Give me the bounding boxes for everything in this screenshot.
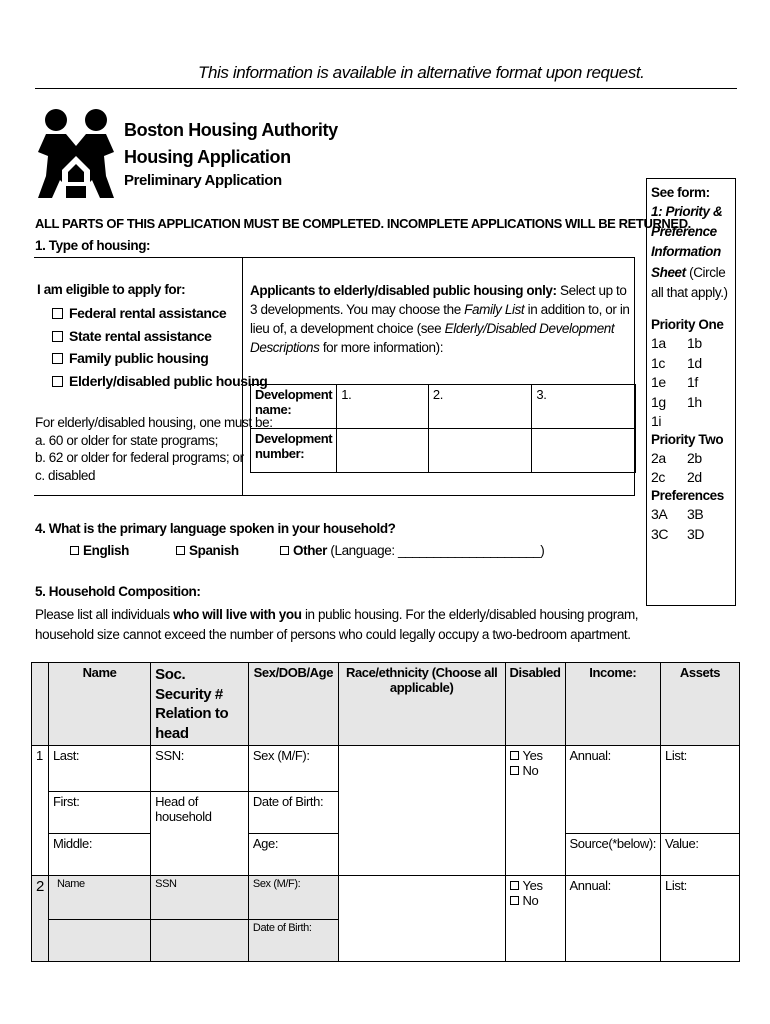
language-option-other[interactable]: Other (Language: ____________________) — [280, 543, 544, 560]
development-1-name[interactable]: 1. — [337, 385, 429, 429]
section4-title: 4. What is the primary language spoken in your household? — [35, 521, 396, 536]
priority-code[interactable]: 1f — [687, 374, 698, 391]
org-name: Boston Housing Authority — [124, 120, 338, 140]
housing-option-label: State rental assistance — [69, 327, 212, 344]
header-rule — [35, 88, 737, 89]
priority-code[interactable]: 1a — [651, 335, 666, 351]
household-composition-table — [31, 662, 740, 962]
housing-option-checkbox[interactable] — [52, 353, 63, 364]
priority-code-row — [651, 354, 731, 374]
elderly-applicants-instructions: Applicants to elderly/disabled public housing only: Select up to 3 developments. You may choose the Family List in addition to, or in lieu of, a development choice (see Elderly/Disabled Development Descriptions for more information): — [250, 283, 630, 355]
housing-option[interactable] — [52, 347, 267, 370]
development-3-name[interactable]: 3. — [532, 385, 636, 429]
development-name-label: Development name: — [251, 385, 337, 429]
alternative-format-note: This information is available in alternative format upon request. — [198, 63, 645, 82]
row2-ssn-field[interactable]: SSN — [151, 876, 249, 920]
priority-code[interactable]: 1i — [651, 413, 662, 430]
disabled-header: Disabled — [505, 663, 565, 746]
first-name-field[interactable]: First: — [48, 792, 150, 834]
row2-disabled-yes-checkbox[interactable] — [510, 881, 519, 890]
priority-code[interactable]: 3A — [651, 505, 668, 522]
priority-one-list — [651, 334, 731, 432]
priority-two-label: Priority Two — [651, 431, 724, 447]
priority-code[interactable]: 1e — [651, 374, 666, 391]
priority-code[interactable]: 1c — [651, 354, 665, 371]
priority-code[interactable]: 2b — [687, 449, 702, 466]
priority-code[interactable]: 3D — [687, 525, 705, 542]
priority-code-row — [651, 525, 731, 545]
priority-code-row — [651, 393, 731, 413]
form-title: Housing Application — [124, 147, 291, 167]
priority-code[interactable]: 2a — [651, 449, 666, 466]
row-number: 1 — [32, 746, 49, 876]
row-number: 2 — [32, 876, 49, 962]
disabled-yes-checkbox[interactable] — [510, 751, 519, 760]
form-subtitle: Preliminary Application — [124, 172, 282, 189]
row-number-header — [32, 663, 49, 746]
spanish-checkbox[interactable] — [176, 546, 185, 555]
preferences-list — [651, 505, 731, 544]
section5-instructions: Please list all individuals who will live with you in public housing. For the elderly/disabled housing program, household size cannot exceed the number of persons who could legally occupy a two-bedroom apartment. — [35, 607, 639, 642]
row2-disabled-no-checkbox[interactable] — [510, 896, 519, 905]
english-checkbox[interactable] — [70, 546, 79, 555]
row2-disabled-field[interactable]: Yes No — [505, 876, 565, 962]
priority-sheet-reference: 1: Priority & Preference Information Sheet (Circle all that apply.) — [651, 203, 728, 300]
see-form-label: See form: — [651, 185, 710, 200]
row2-ssn-extra[interactable] — [151, 920, 249, 962]
priority-code[interactable]: 2c — [651, 469, 665, 486]
section5-title: 5. Household Composition: — [35, 584, 201, 599]
eligible-label: I am eligible to apply for: — [37, 282, 186, 297]
row2-name-field[interactable]: Name — [48, 876, 150, 920]
housing-option[interactable] — [52, 302, 267, 325]
row2-dob-field[interactable]: Date of Birth: — [248, 920, 338, 962]
priority-code[interactable]: 1b — [687, 335, 702, 351]
elderly-note-line: For elderly/disabled housing, one must be: — [35, 415, 273, 430]
housing-option-label: Federal rental assistance — [69, 305, 227, 321]
dob-field[interactable]: Date of Birth: — [248, 792, 338, 834]
sex-field[interactable]: Sex (M/F): — [248, 746, 338, 792]
elderly-note-line: b. 62 or older for federal programs; or — [35, 450, 244, 466]
row2-name-extra[interactable] — [48, 920, 150, 962]
bha-logo — [36, 106, 116, 202]
ssn-relation-header: Soc. Security # Relation to head — [151, 663, 249, 746]
development-3-number[interactable] — [532, 429, 636, 473]
development-number-label: Development number: — [251, 429, 337, 473]
development-2-number[interactable] — [428, 429, 532, 473]
elderly-eligibility-note — [35, 414, 273, 484]
priority-code[interactable]: 1h — [687, 393, 702, 410]
other-checkbox[interactable] — [280, 546, 289, 555]
housing-option-checkbox[interactable] — [52, 308, 63, 319]
priority-code-row — [651, 334, 731, 354]
assets-value-field[interactable]: Value: — [661, 834, 740, 876]
age-field[interactable]: Age: — [248, 834, 338, 876]
assets-list-field[interactable]: List: — [661, 746, 740, 834]
row2-assets-list-field[interactable]: List: — [661, 876, 740, 962]
name-header: Name — [48, 663, 150, 746]
housing-options — [52, 302, 267, 392]
row2-annual-income-field[interactable]: Annual: — [565, 876, 661, 962]
priority-code[interactable]: 3B — [687, 505, 704, 522]
income-header: Income: — [565, 663, 661, 746]
preferences-label: Preferences — [651, 488, 724, 504]
assets-header: Assets — [661, 663, 740, 746]
priority-code-row — [651, 449, 731, 469]
completion-warning: ALL PARTS OF THIS APPLICATION MUST BE COMPLETED. INCOMPLETE APPLICATIONS WILL BE RETURNED. — [35, 216, 691, 231]
language-option-spanish[interactable]: Spanish — [176, 543, 239, 560]
priority-code-row — [651, 505, 731, 525]
housing-option-label: Family public housing — [69, 350, 209, 366]
row2-race-ethnicity-field[interactable] — [338, 876, 505, 962]
housing-option-checkbox[interactable] — [52, 331, 63, 342]
development-choices-table — [250, 384, 636, 473]
elderly-note-line: a. 60 or older for state programs; — [35, 432, 218, 448]
middle-name-field[interactable]: Middle: — [48, 834, 150, 876]
priority-code[interactable]: 2d — [687, 469, 702, 486]
priority-one-label: Priority One — [651, 317, 724, 333]
table-header-row — [32, 663, 740, 746]
housing-option-checkbox[interactable] — [52, 376, 63, 387]
relation-to-head: Head of household — [151, 792, 249, 876]
housing-option[interactable] — [52, 370, 267, 393]
priority-code-row — [651, 468, 731, 488]
last-name-field[interactable]: Last: — [48, 746, 150, 792]
table-row — [32, 746, 740, 792]
priority-two-list — [651, 449, 731, 488]
development-2-name[interactable]: 2. — [428, 385, 532, 429]
annual-income-field[interactable]: Annual: — [565, 746, 661, 834]
priority-code-row — [651, 412, 731, 432]
language-option-english[interactable]: English — [70, 543, 129, 560]
housing-option[interactable] — [52, 325, 267, 348]
row2-sex-field[interactable]: Sex (M/F): — [248, 876, 338, 920]
ssn-field[interactable]: SSN: — [151, 746, 249, 792]
sex-dob-age-header: Sex/DOB/Age — [248, 663, 338, 746]
priority-code-row — [651, 373, 731, 393]
priority-code[interactable]: 1g — [651, 393, 666, 410]
priority-code[interactable] — [687, 412, 723, 432]
section1-title: 1. Type of housing: — [35, 238, 151, 253]
housing-option-label: Elderly/disabled public housing — [69, 372, 268, 389]
table-row — [32, 876, 740, 920]
priority-code[interactable]: 3C — [651, 525, 669, 542]
development-1-number[interactable] — [337, 429, 429, 473]
priority-code[interactable]: 1d — [687, 354, 702, 371]
disabled-no-checkbox[interactable] — [510, 766, 519, 775]
priority-sidebar — [646, 178, 736, 606]
income-source-field[interactable]: Source(*below): — [565, 834, 661, 876]
race-ethnicity-header: Race/ethnicity (Choose all applicable) — [338, 663, 505, 746]
elderly-note-line: c. disabled — [35, 467, 96, 483]
disabled-field[interactable]: Yes No — [505, 746, 565, 876]
race-ethnicity-field[interactable] — [338, 746, 505, 876]
